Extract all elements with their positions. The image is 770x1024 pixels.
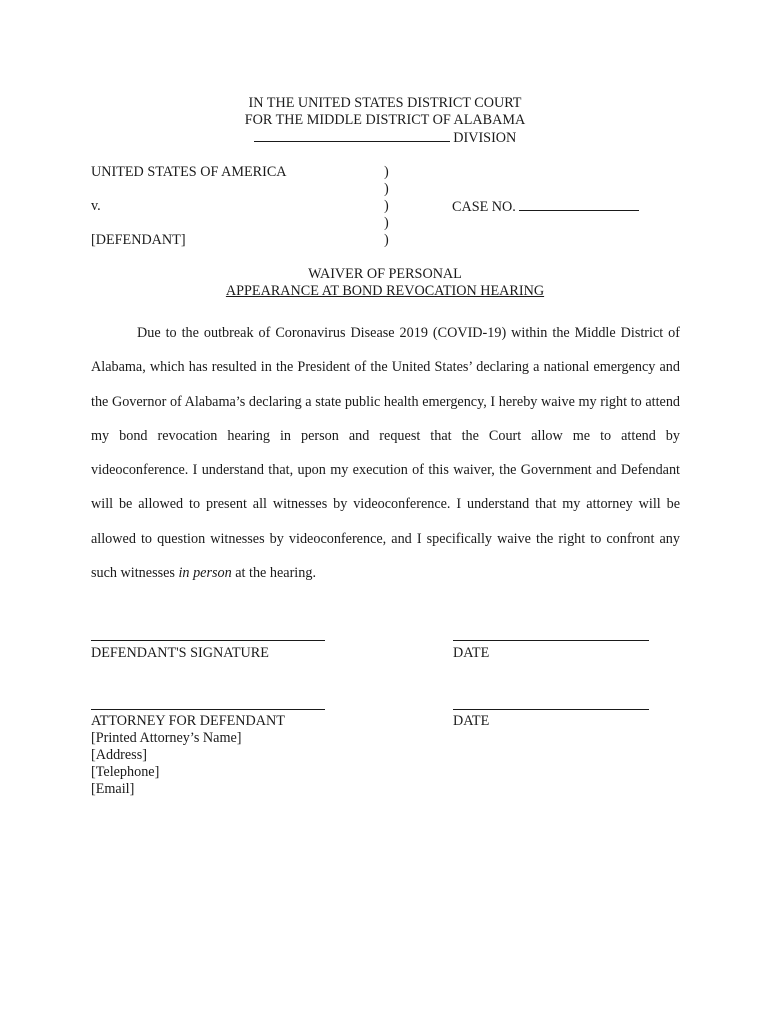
attorney-email: [Email] xyxy=(91,781,135,797)
division-blank xyxy=(254,129,450,142)
caption-paren: ) xyxy=(384,164,389,180)
caption-paren: ) xyxy=(384,181,389,197)
defendant-date-label: DATE xyxy=(453,645,490,661)
court-header-line-3 xyxy=(0,129,770,147)
caption-plaintiff: UNITED STATES OF AMERICA xyxy=(91,164,287,180)
caption-paren: ) xyxy=(384,232,389,248)
attorney-name: [Printed Attorney’s Name] xyxy=(91,730,242,746)
defendant-date-line[interactable] xyxy=(453,640,649,641)
case-number-blank[interactable] xyxy=(519,198,639,211)
waiver-text: Due to the outbreak of Coronavirus Disease 2019 (COVID-19) within the Middle District of Alabama, which has resulted in the President of the United States’ declaring a national emergency and the Governor of Alabama’s declaring a state public health emergency, I hereby waive my right to attend my bond revocation hearing in person and request that the Court allow me to attend by videoconference. I understand that, upon my execution of this waiver, the Government and Defendant will be allowed to present all witnesses by videoconference. I understand that my attorney will be allowed to question witnesses by videoconference, and I specifically waive the right to confront any such witnesses xyxy=(91,325,680,582)
attorney-telephone: [Telephone] xyxy=(91,764,160,780)
attorney-label: ATTORNEY FOR DEFENDANT xyxy=(91,713,285,729)
division-label: DIVISION xyxy=(453,130,517,146)
court-header xyxy=(0,95,770,147)
defendant-signature-label: DEFENDANT'S SIGNATURE xyxy=(91,645,269,661)
defendant-signature-line[interactable] xyxy=(91,640,325,641)
court-header-line-2: FOR THE MIDDLE DISTRICT OF ALABAMA xyxy=(244,112,526,128)
attorney-date-line[interactable] xyxy=(453,709,649,710)
title-line-1: WAIVER OF PERSONAL xyxy=(308,266,462,282)
attorney-block xyxy=(91,713,285,798)
caption-defendant: [DEFENDANT] xyxy=(91,232,186,248)
caption-paren: ) xyxy=(384,198,389,214)
court-header-line-1: IN THE UNITED STATES DISTRICT COURT xyxy=(248,95,522,111)
waiver-italic-text: in person xyxy=(178,565,232,582)
caption-versus: v. xyxy=(91,198,101,214)
document-title xyxy=(0,266,770,300)
attorney-address: [Address] xyxy=(91,747,147,763)
case-number xyxy=(452,198,639,216)
attorney-date-label: DATE xyxy=(453,713,490,729)
attorney-signature-line[interactable] xyxy=(91,709,325,710)
case-number-label: CASE NO. xyxy=(452,199,516,215)
waiver-text-end: at the hearing. xyxy=(231,565,316,582)
caption-paren: ) xyxy=(384,215,389,231)
caption-paren-column xyxy=(384,164,389,249)
title-line-2: APPEARANCE AT BOND REVOCATION HEARING xyxy=(225,283,545,299)
waiver-body xyxy=(91,316,680,590)
waiver-paragraph xyxy=(91,316,680,590)
